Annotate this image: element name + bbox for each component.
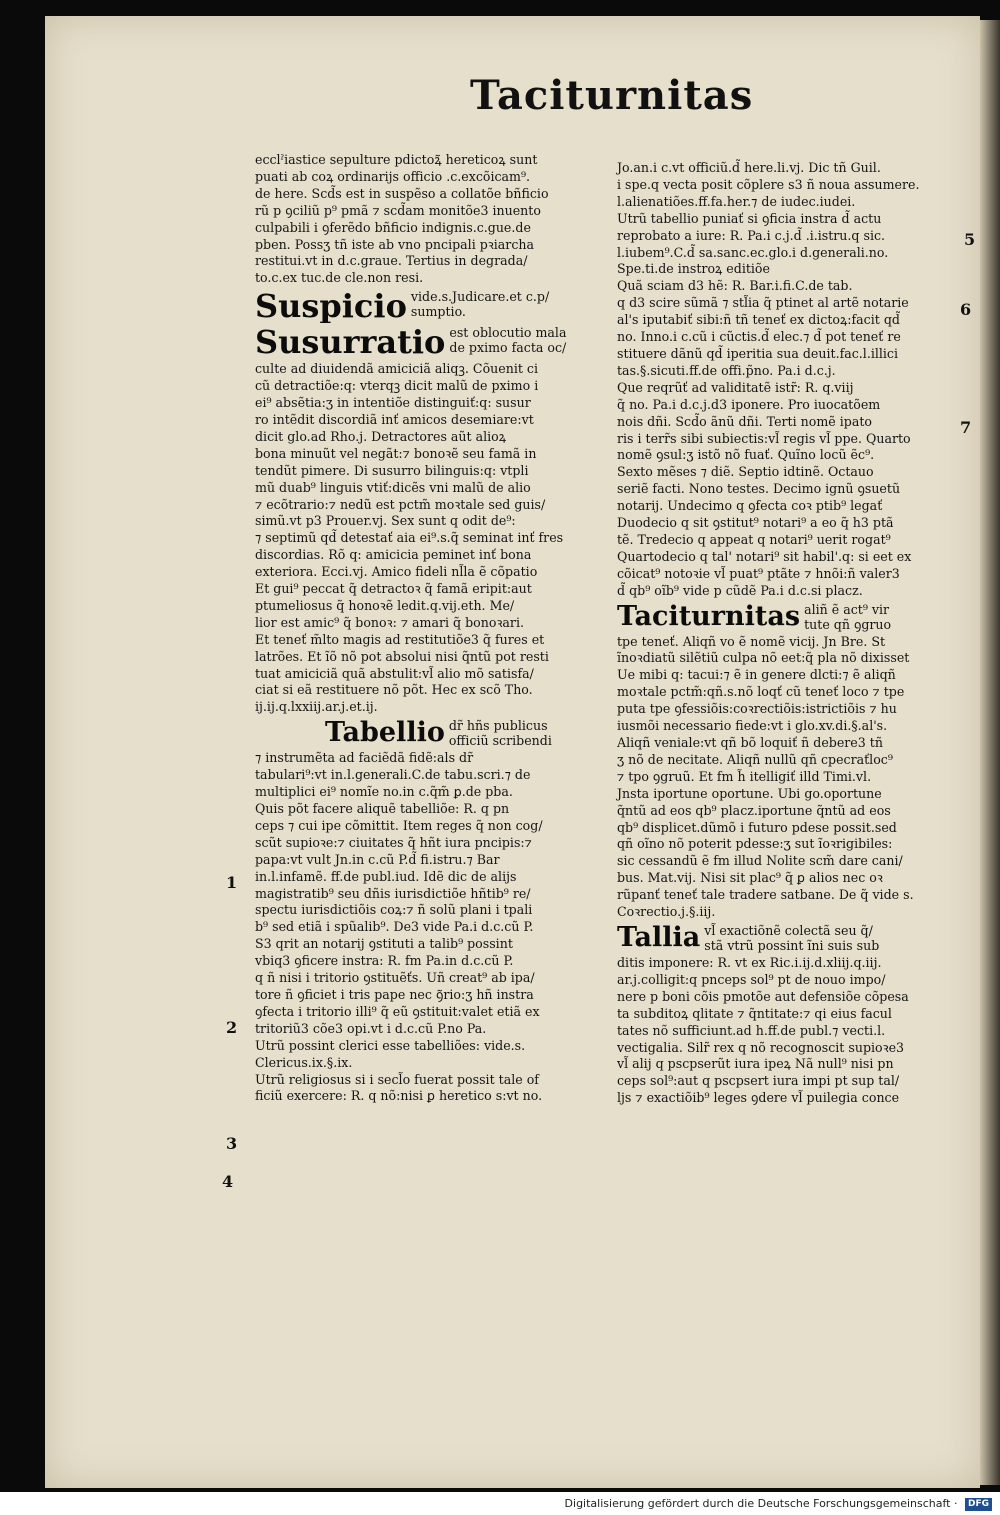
tabellio-question-4: Utrũ religiosus si i secl̃o fuerat possit tale of ficiũ exercere: R. q nõ:nisi ꝑ heretico s:vt no.: [255, 1071, 543, 1104]
entry-susurratio: [255, 325, 585, 359]
susurratio-body: culte ad diuidendã amiciciã aliqꝫ. Cõuenit ci cũ detractiõe:q: vterqꝫ dicit malũ de pximo i ei⁹ absẽtia:ʒ in intentiõe distinguiť:q: susur ro intẽdit discordiã inť amicos desemiare:vt dicit glo.ad Rho.j. Detractores aũt alioꝝ bona minuũt vel negãt:⁊ bonoꝛẽ seu famã in tendũt pimere. Di susurro bilinguis:q: vtpli mũ duab⁹ linguis vtiť:dicẽs vni malũ de alio ⁊ ecõtrario:⁊ nedũ est pctm̃ moꝛtale sed guis/ simũ.vt p3 Prouer.vj. Sex sunt q odit de⁹: ⁊ septimũ qd̃ detestať aia ei⁹.s.q̃ seminat inť fres discordias. Rõ q: amicicia peminet inť bona exteriora. Ecci.vj. Amico fideli nl̃la ẽ cõpatio Et gui⁹ peccat q̃ detractoꝛ q̃ famã eripit:aut ptumeliosus q̃ honoꝛẽ ledit.q.vij.eth. Me/ lior est amic⁹ q̃ bonoꝛ: ⁊ amari q̃ bonoꝛari. Et teneť m̃lto magis ad restitutiõe3 q̃ fures et latrões. Et ĩõ nõ pot absolui nisi q̃ntũ pot resti tuat amiciciã quã abstulit:vl̃ alio mõ satisfa/ ciat si eã restituere nõ põt. Hec ex scõ Tho. ij.ij.q.lxxiij.ar.j.et.ij.: [255, 361, 564, 715]
margin-number-3: 3: [226, 1134, 238, 1153]
tabellio-question-3: Utrũ possint clerici esse tabelliões: vide.s. Clericus.ix.§.ix.: [255, 1037, 526, 1070]
running-head-title: Taciturnitas: [470, 72, 754, 119]
tallia-note: vl̃ exactiõnẽ colectã seu q̃/ stã vtrũ possint ĩni suis sub: [704, 922, 880, 953]
dfg-logo-icon: DFG: [965, 1498, 992, 1511]
footer-credit: Digitalisierung gefördert durch die Deutsche Forschungsgemeinschaft: [564, 1497, 951, 1510]
tabellio-question-7: Que reqrũť ad validitatẽ istr̃: R. q.viij q̃ no. Pa.i d.c.j.d3 iponere. Pro iuocatõem nois dñi. Scd̃o ãnũ dñi. Terti nomẽ ipato ris i terr̃s sibi subiectis:vl̃ regis vl̃ ppe. Quarto nomẽ ꝯsul:ʒ istõ nõ fuať. Quĩno locũ ẽc⁹. Sexto mẽses ⁊ diẽ. Septio idtinẽ. Octauo seriẽ facti. Nono testes. Decimo ignũ ꝯsuetũ notarij. Undecimo q ꝯfecta coꝛ ptib⁹ legať Duodecio q sit ꝯstitut⁹ notari⁹ a eo q̃ h3 ptã tẽ. Tredecio q appeat q notari⁹ uerit rogat⁹ Quartodecio q tal' notari⁹ sit habil'.q: si eet ex cõicat⁹ notoꝛie vl̃ puat⁹ ptãte ⁊ hnõi:ñ valer3 d̃ qb⁹ oĩb⁹ vide p cũdẽ Pa.i d.c.si placz.: [617, 379, 912, 598]
tabellio-question-1: Quis põt facere aliquẽ tabelliõe: R. q pn ceps ⁊ cui ipe cõmittit. Item reges q̃ non cog/ scũt supioꝛe:⁊ ciuitates q̃ hñt iura pncipis:⁊ papa:vt vult Jn.in c.cũ P.d̃ fi.istru.⁊ Bar in.l.infamẽ. ff.de publ.iud. Idẽ dic de alijs magistratib⁹ seu dñis iurisdictiõe hñtib⁹ re/ spectu iurisdictiõis coꝝ:⁊ ñ solũ plani i tpali b⁹ sed etiã i spũalib⁹. De3 vide Pa.i d.c.cũ P.: [255, 801, 543, 935]
margin-number-7: 7: [960, 418, 972, 437]
tabellio-question-5: Utrũ tabellio puniať si ꝯficia instra d̃ actu reprobato a iure: R. Pa.i c.j.d̃ .i.istru.q sic. l.iubem⁹.C.d̃ sa.sanc.ec.glo.i d.generali.no. Spe.ti.de instroꝝ editiõe: [617, 210, 889, 277]
tabellio-question-6: Quã sciam d3 hẽ: R. Bar.i.fi.C.de tab. q d3 scire sũmã ⁊ stl̃ia q̃ ptinet al artẽ notarie al's iputabiť sibi:ñ tñ teneť ex dictoꝝ:facit qd̃ no. Inno.i c.cũ i cũctis.d̃ elec.⁊ d̃ pot teneť re stituere dãnũ qd̃ iperitia sua deuit.fac.l.illici tas.§.sicuti.ff.de offi.p̃no. Pa.i d.c.j.: [617, 278, 909, 378]
margin-number-5: 5: [964, 230, 976, 249]
tabellio-note: dr̃ hñs publicus officiũ scribendi: [448, 718, 552, 749]
lemma-taciturnitas: Taciturnitas: [617, 601, 801, 632]
lemma-suspicio: Suspicio: [255, 289, 407, 324]
lemma-susurratio: Susurratio: [255, 325, 446, 360]
margin-number-6: 6: [960, 300, 972, 319]
margin-number-4: 4: [222, 1172, 234, 1191]
right-para-top: Jo.an.i c.vt officiũ.d̃ here.li.vj. Dic tñ Guil. i spe.q vecta posit cõplere s3 ñ noua assumere. l.alienatiões.ff.fa.her.⁊ de iudec.iudei.: [617, 160, 920, 209]
footer-separator: ·: [953, 1497, 958, 1510]
entry-suspicio: [255, 289, 585, 323]
taciturnitas-body: tpe teneť. Aliqñ vo ẽ nomẽ vicij. Jn Bre. St ĩnoꝛdiatũ silẽtiũ culpa nõ eet:q̃ pla nõ dixisset Ue mibi q: tacui:⁊ ẽ in genere dlcti:⁊ ẽ aliqñ moꝛtale pctm̃:qñ.s.nõ loqť cũ teneť loco ⁊ tpe puta tpe ꝯfessiõis:coꝛrectiõis:istrictiõis ⁊ hu iusmõi necessario fiede:vt i glo.xv.di.§.al's. Aliqñ veniale:vt qñ bõ loquiť ñ debere3 tñ ʒ nõ de necitate. Aliqñ nullũ qñ cpecraťloc⁹ ⁊ tpo ꝯgruũ. Et fm h̃ itelligiť illd Timi.vl. Jnsta iportune oportune. Ubi go.oportune q̃ntũ ad eos qb⁹ placz.iportune q̃ntũ ad eos qb⁹ displicet.dũmõ i futuro pdese possit.sed qñ oĩno nõ poterit pdesse:ʒ sut ĩoꝛrigibiles: sic cessandũ ẽ fm illud Nolite scm̃ dare cani/ bus. Mat.vij. Nisi sit plac⁹ q̃ ꝑ alios nec oꝛ rũpanť teneť tale tradere satbane. De q̃ vide s. Coꝛrectio.j.§.iij.: [617, 633, 914, 920]
margin-number-1: 1: [226, 873, 238, 892]
taciturnitas-note: aliñ ẽ act⁹ vir tute qñ ꝯgruo: [804, 601, 892, 632]
right-text-column: [617, 160, 945, 1107]
lemma-tabellio: Tabellio: [325, 718, 445, 749]
left-para-top: ecclˀiastice sepulture pdictoꝝ̃ hereticoꝝ sunt puati ab coꝝ ordinarijs officio .c.excõicam⁹. de here. Scd̃s est in suspẽso a collatõe bñficio rũ p ꝯciliũ p⁹ pmã ⁊ scd̃am monitõe3 inuento culpabili i ꝯferẽdo bñficio indignis.c.gue.de pben. Possʒ tñ iste ab vno pncipali pꝛiarcha restitui.vt in d.c.graue. Tertius in degrada/ to.c.ex tuc.de cle.non resi.: [255, 152, 549, 286]
tallia-body: ditis imponere: R. vt ex Ric.i.ij.d.xliij.q.iij. ar.j.colligit:q pnceps sol⁹ pt de nouo impo/ nere p boni cõis pmotõe aut defensiõe cõpesa ta subditoꝝ qlitate ⁊ q̃ntitate:⁊ qi eius facul tates nõ sufficiunt.ad h.ff.de publ.⁊ vecti.l. vectigalia. Silr̃ rex q nõ recognoscit supioꝛe3 vl̃ alij q pscpserũt iura ipeꝝ Nã null⁹ nisi pn ceps sol⁹:aut q pscpsert iura impi pt sup tal/ ljs ⁊ exactiõib⁹ leges ꝯdere vl̃ puilegia conce: [617, 954, 909, 1106]
susurratio-note: est oblocutio mala de pximo facta oc/: [449, 325, 567, 356]
entry-tallia: [617, 923, 945, 953]
entry-tabellio: [325, 718, 585, 748]
entry-taciturnitas: [617, 602, 945, 632]
book-spine-edge: [980, 20, 1000, 1485]
tabellio-question-2: S3 qrit an notarij ꝯstituti a talib⁹ possint vbiq3 ꝯficere instra: R. fm Pa.in d.c.cũ P. q ñ nisi i tritorio ꝯstituẽťs. Uñ creat⁹ ab ipa/ tore ñ ꝯficiet i tris pape nec ꝯ̃rio:ʒ hñ instra ꝯfecta i tritorio illi⁹ q̃ eũ ꝯstituit:valet etiã ex tritoriũ3 cõe3 opi.vt i d.c.cũ P.no Pa.: [255, 936, 540, 1036]
tabellio-body: ⁊ instrumẽta ad faciẽdã fidẽ:als dr̃ tabulari⁹:vt in.l.generali.C.de tabu.scri.⁊ de multiplici ei⁹ nomĩe no.in c.q̃m̃ ꝑ.de pba.: [255, 750, 531, 800]
suspicio-note: vide.s.Judicare.et c.p/ sumptio.: [410, 289, 550, 320]
lemma-tallia: Tallia: [617, 922, 701, 953]
digitization-footer: [0, 1492, 1000, 1515]
margin-number-2: 2: [226, 1018, 238, 1037]
left-text-column: [255, 152, 585, 1105]
